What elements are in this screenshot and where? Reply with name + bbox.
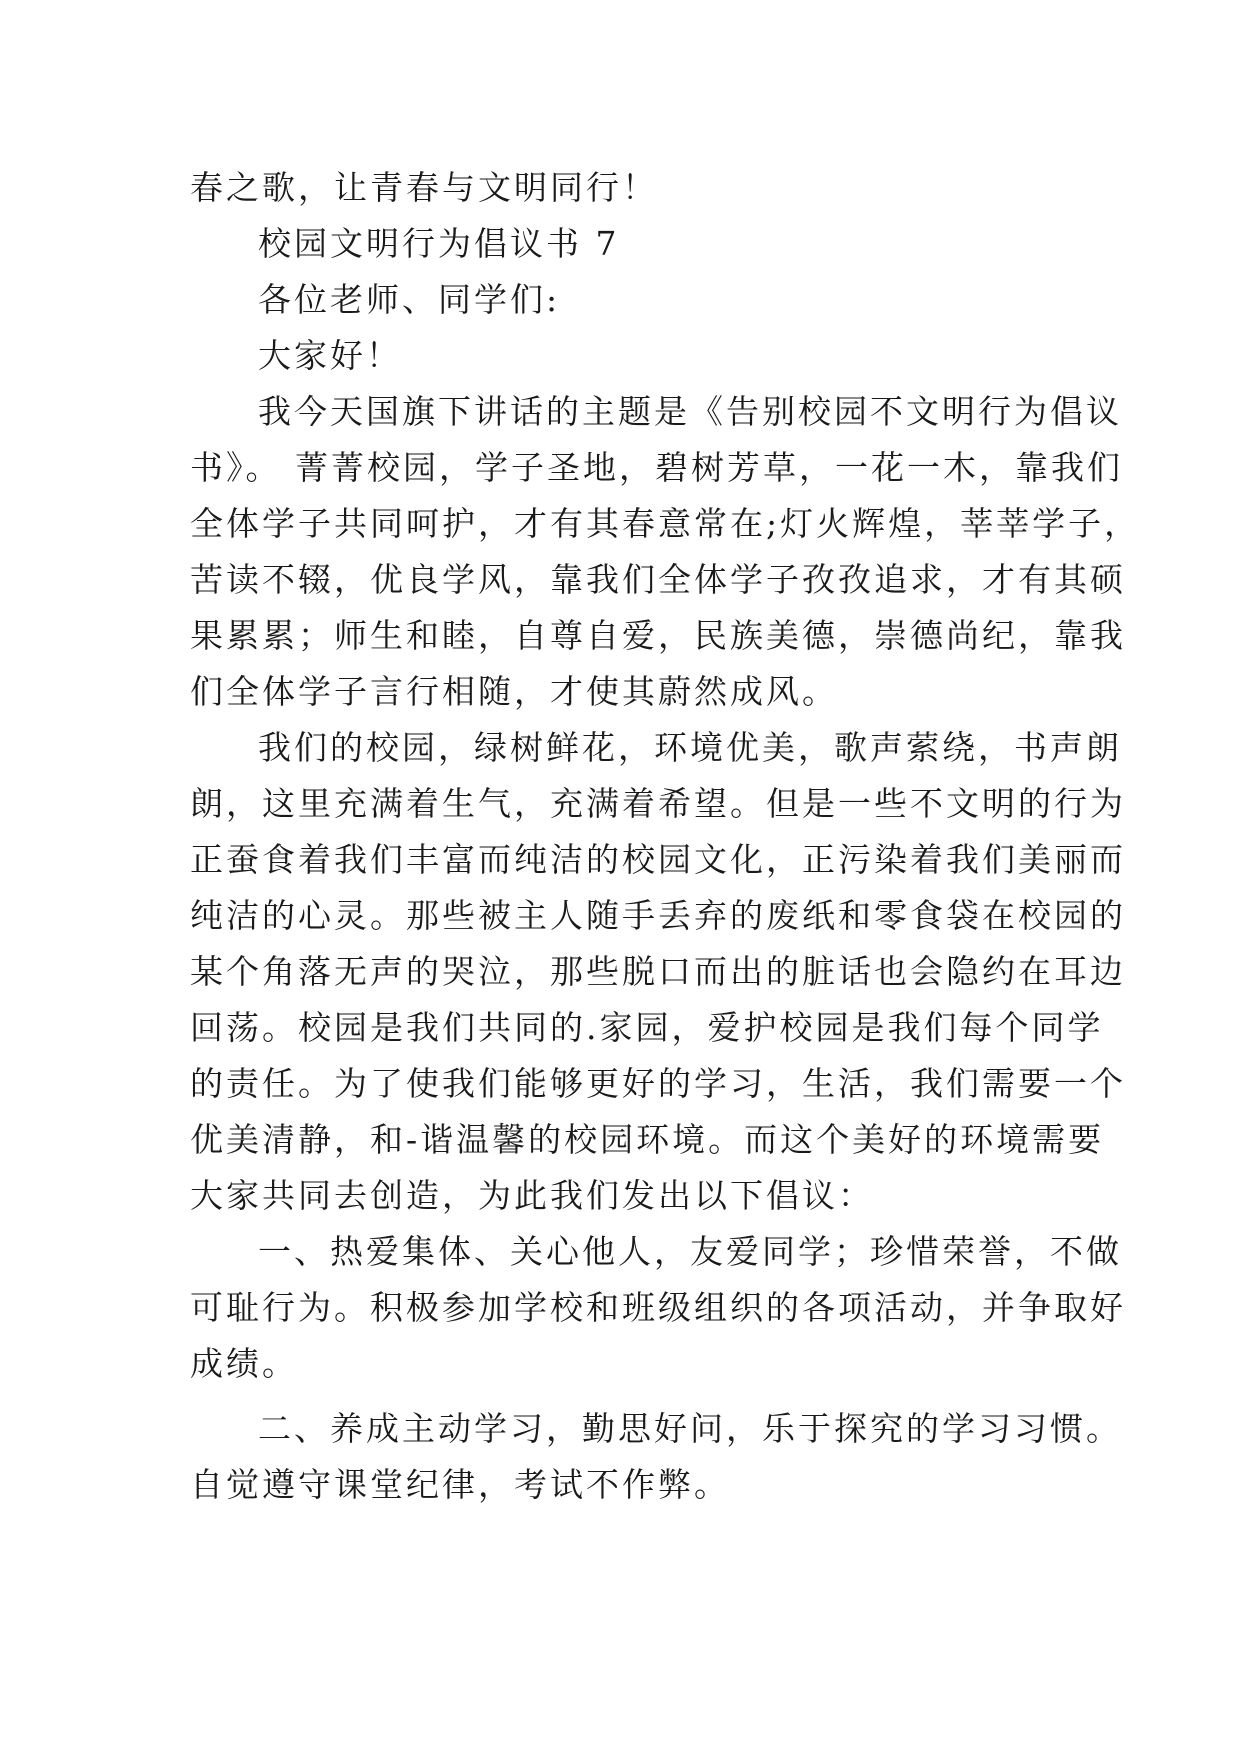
text-line: 们全体学子言行相随，才使其蔚然成风。 [190, 672, 838, 711]
text-line: 大家共同去创造，为此我们发出以下倡议： [190, 1176, 874, 1215]
greeting: 大家好！ [258, 336, 402, 375]
text-line: 朗，这里充满着生气，充满着希望。但是一些不文明的行为 [190, 784, 1126, 823]
text-line: 果累累；师生和睦，自尊自爱，民族美德，崇德尚纪，靠我 [190, 616, 1126, 655]
text-line: 回荡。校园是我们共同的.家园，爱护校园是我们每个同学 [190, 1008, 1104, 1047]
text-line: 我今天国旗下讲话的主题是《告别校园不文明行为倡议 [258, 392, 1122, 431]
text-line: 正蚕食着我们丰富而纯洁的校园文化，正污染着我们美丽而 [190, 840, 1126, 879]
document-title: 校园文明行为倡议书 7 [258, 224, 620, 263]
text-line: 的责任。为了使我们能够更好的学习，生活，我们需要一个 [190, 1064, 1126, 1103]
text-line: 某个角落无声的哭泣，那些脱口而出的脏话也会隐约在耳边 [190, 952, 1126, 991]
text-line: 可耻行为。积极参加学校和班级组织的各项活动，并争取好 [190, 1288, 1126, 1327]
text-line: 纯洁的心灵。那些被主人随手丢弃的废纸和零食袋在校园的 [190, 896, 1126, 935]
salutation: 各位老师、同学们: [258, 280, 561, 319]
text-line: 苦读不辍，优良学风，靠我们全体学子孜孜追求，才有其硕 [190, 560, 1126, 599]
text-line: 自觉遵守课堂纪律，考试不作弊。 [190, 1465, 730, 1504]
text-line: 优美清静，和-谐温馨的校园环境。而这个美好的环境需要 [190, 1120, 1105, 1159]
document-page [190, 160, 1141, 1513]
text-line: 春之歌，让青春与文明同行！ [190, 168, 658, 207]
text-line: 二、养成主动学习，勤思好问，乐于探究的学习习惯。 [258, 1409, 1122, 1448]
text-line: 书》。 菁菁校园，学子圣地，碧树芳草，一花一木，靠我们 [190, 448, 1123, 487]
text-line: 一、热爱集体、关心他人，友爱同学；珍惜荣誉，不做 [258, 1232, 1122, 1271]
text-line: 我们的校园，绿树鲜花，环境优美，歌声萦绕，书声朗 [258, 728, 1122, 767]
text-line: 全体学子共同呵护，才有其春意常在;灯火辉煌，莘莘学子， [190, 504, 1141, 543]
text-line: 成绩。 [190, 1344, 298, 1383]
